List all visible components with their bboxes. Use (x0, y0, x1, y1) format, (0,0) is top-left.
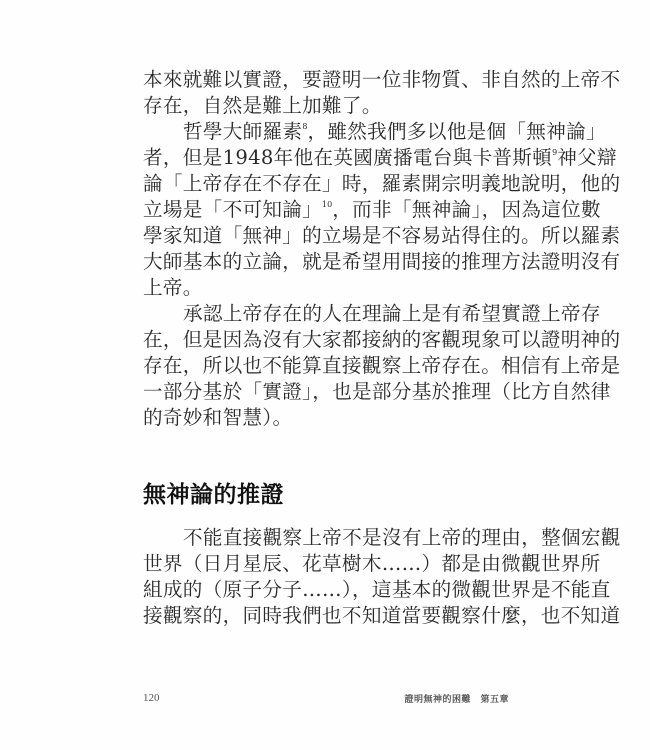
section-heading: 無神論的推證 (143, 482, 284, 508)
text-line: 不能直接觀察上帝不是沒有上帝的理由，整個宏觀 (183, 526, 621, 549)
text-segment: 立場是「不可知論」 (143, 198, 323, 221)
text-segment: 者，但是1948年他在英國廣播電台與卡普斯頓 (143, 146, 553, 169)
text-segment: 神父辯 (557, 146, 617, 169)
text-line: 上帝。 (143, 276, 203, 299)
text-line: 組成的（原子分子……），這基本的微觀世界是不能直 (143, 578, 611, 601)
text-line: 接觀察的，同時我們也不知道當要觀察什麼，也不知道 (143, 604, 621, 627)
text-line: 的奇妙和智慧）。 (143, 406, 293, 429)
body-text-section-2 (143, 525, 621, 629)
text-segment: 哲學大師羅素 (183, 120, 303, 143)
text-segment: ，而非「無神論」，因為這位數 (332, 198, 601, 221)
page-footer (143, 692, 509, 706)
text-line: 世界（日月星辰、花草樹木……）都是由微觀世界所 (143, 552, 601, 575)
footnote-ref-10: 10 (322, 200, 333, 209)
text-segment: ，雖然我們多以他是個「無神論」 (307, 120, 606, 143)
body-text-section-1 (143, 67, 621, 431)
text-line: 承認上帝存在的人在理論上是有希望實證上帝存 (183, 302, 601, 325)
text-line: 存在，自然是難上加難了。 (143, 94, 382, 117)
running-head: 證明無神的困難 第五章 (404, 695, 509, 705)
footnote-ref-8: 8 (302, 122, 308, 131)
page-number: 120 (143, 692, 160, 704)
footnote-ref-9: 9 (552, 148, 558, 157)
text-line: 大師基本的立論，就是希望用間接的推理方法證明沒有 (143, 250, 621, 273)
text-line: 學家知道「無神」的立場是不容易站得住的。所以羅素 (143, 224, 621, 247)
text-line: 在，但是因為沒有大家都接納的客觀現象可以證明神的 (143, 328, 621, 351)
text-line (143, 197, 601, 223)
text-line (143, 145, 617, 171)
text-line: 本來就難以實證，要證明一位非物質、非自然的上帝不 (143, 68, 621, 91)
text-line: 存在，所以也不能算直接觀察上帝存在。相信有上帝是 (143, 354, 621, 377)
text-line: 論「上帝存在不存在」時，羅素開宗明義地說明，他的 (143, 172, 621, 195)
text-line: 一部分基於「實證」，也是部分基於推理（比方自然律 (143, 380, 611, 403)
text-line (143, 119, 606, 145)
